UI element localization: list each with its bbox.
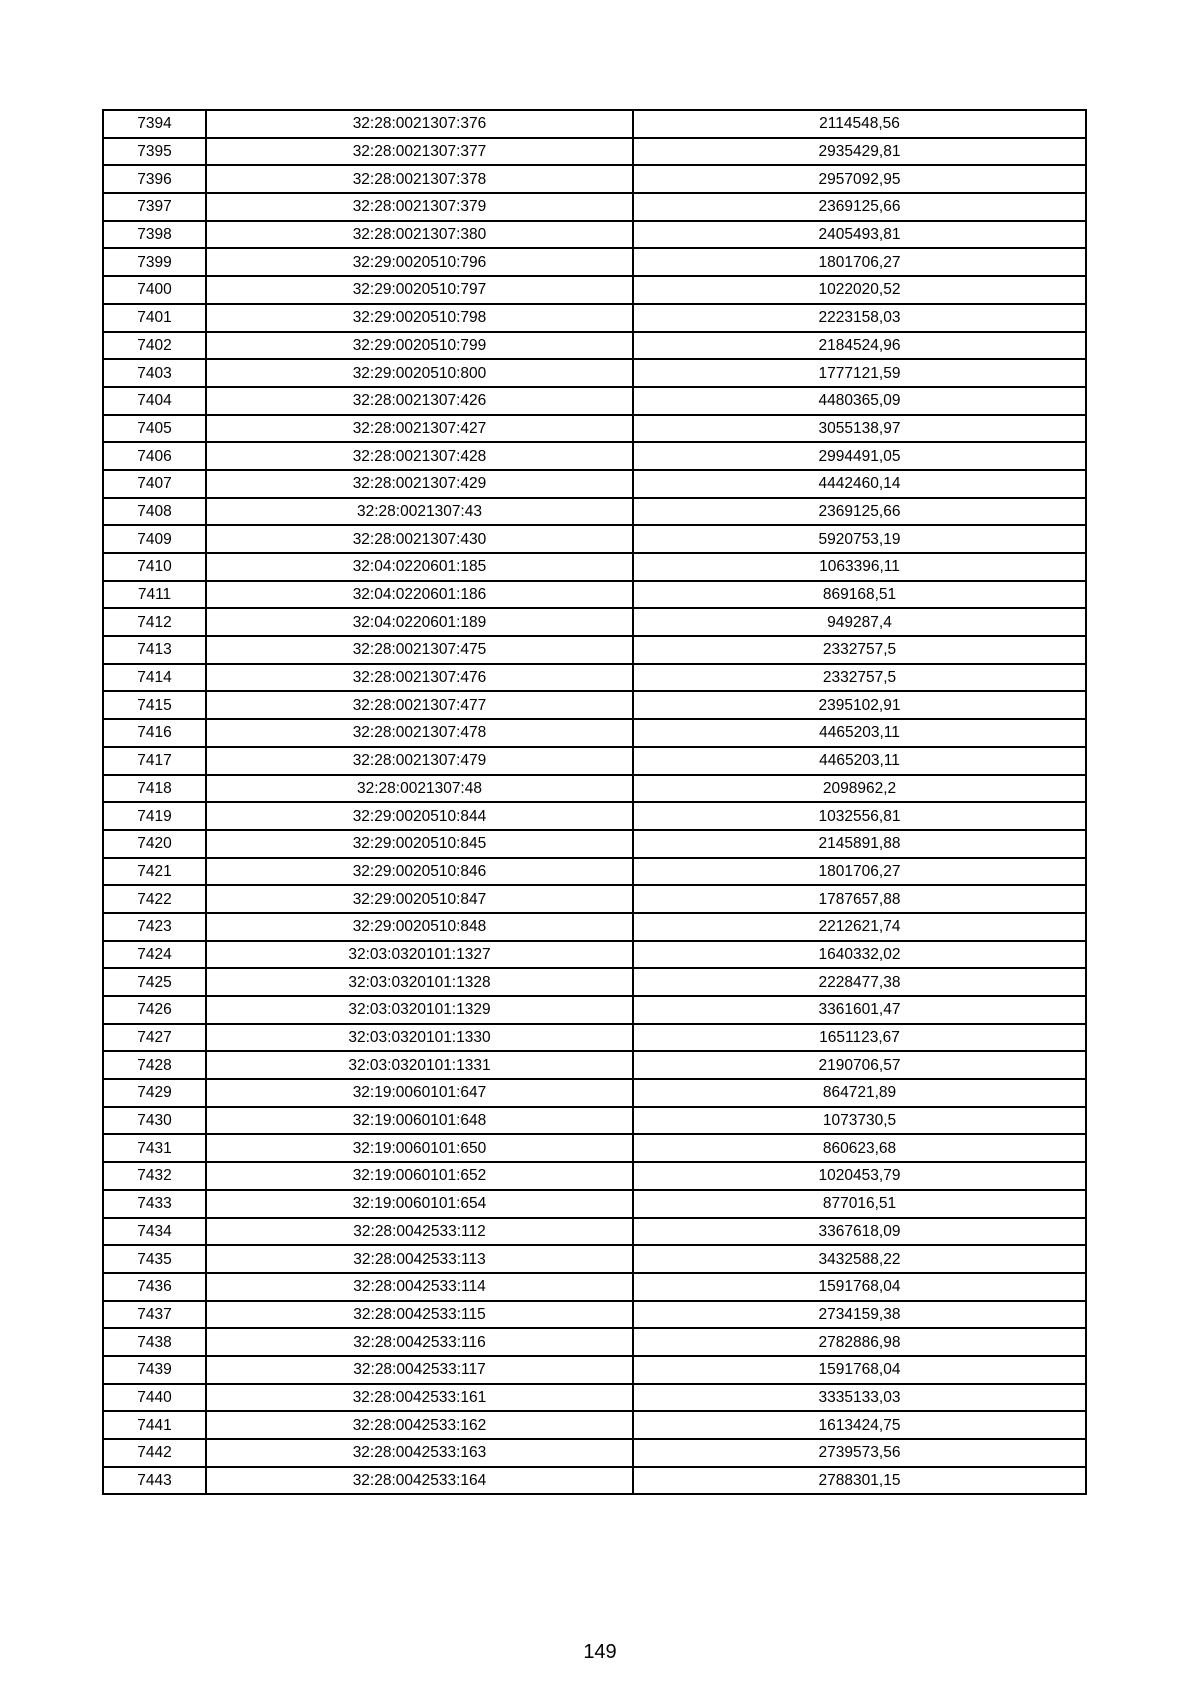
row-number-cell: 7398: [103, 221, 206, 249]
cadastral-number-cell: 32:04:0220601:185: [206, 553, 633, 581]
row-number-cell: 7443: [103, 1467, 206, 1495]
value-cell: 4465203,11: [633, 719, 1086, 747]
cadastral-number-cell: 32:19:0060101:648: [206, 1107, 633, 1135]
table-row: [103, 858, 1086, 886]
cadastral-number-cell: 32:28:0021307:378: [206, 165, 633, 193]
value-cell: 2212621,74: [633, 913, 1086, 941]
table-row: [103, 1467, 1086, 1495]
table-row: [103, 276, 1086, 304]
value-cell: 1777121,59: [633, 359, 1086, 387]
value-cell: 1787657,88: [633, 885, 1086, 913]
row-number-cell: 7409: [103, 525, 206, 553]
row-number-cell: 7436: [103, 1273, 206, 1301]
row-number-cell: 7399: [103, 248, 206, 276]
table-row: [103, 1218, 1086, 1246]
row-number-cell: 7425: [103, 968, 206, 996]
cadastral-number-cell: 32:28:0021307:429: [206, 470, 633, 498]
row-number-cell: 7413: [103, 636, 206, 664]
table-row: [103, 359, 1086, 387]
cadastral-number-cell: 32:19:0060101:647: [206, 1079, 633, 1107]
cadastral-number-cell: 32:29:0020510:847: [206, 885, 633, 913]
value-cell: 2782886,98: [633, 1328, 1086, 1356]
value-cell: 3432588,22: [633, 1245, 1086, 1273]
cadastral-number-cell: 32:28:0021307:48: [206, 775, 633, 803]
value-cell: 2145891,88: [633, 830, 1086, 858]
cadastral-number-cell: 32:28:0042533:161: [206, 1384, 633, 1412]
cadastral-number-cell: 32:19:0060101:654: [206, 1190, 633, 1218]
cadastral-number-cell: 32:04:0220601:189: [206, 608, 633, 636]
cadastral-number-cell: 32:28:0021307:377: [206, 138, 633, 166]
cadastral-number-cell: 32:28:0021307:477: [206, 691, 633, 719]
table-row: [103, 193, 1086, 221]
cadastral-number-cell: 32:19:0060101:650: [206, 1134, 633, 1162]
cadastral-value-table: [102, 109, 1087, 1495]
cadastral-number-cell: 32:29:0020510:848: [206, 913, 633, 941]
row-number-cell: 7438: [103, 1328, 206, 1356]
row-number-cell: 7400: [103, 276, 206, 304]
table-row: [103, 719, 1086, 747]
table-row: [103, 636, 1086, 664]
cadastral-number-cell: 32:28:0021307:479: [206, 747, 633, 775]
table-row: [103, 581, 1086, 609]
value-cell: 1022020,52: [633, 276, 1086, 304]
value-cell: 2405493,81: [633, 221, 1086, 249]
cadastral-number-cell: 32:03:0320101:1328: [206, 968, 633, 996]
cadastral-number-cell: 32:04:0220601:186: [206, 581, 633, 609]
value-cell: 3055138,97: [633, 415, 1086, 443]
row-number-cell: 7437: [103, 1301, 206, 1329]
cadastral-number-cell: 32:28:0042533:117: [206, 1356, 633, 1384]
table-row: [103, 996, 1086, 1024]
cadastral-number-cell: 32:29:0020510:797: [206, 276, 633, 304]
value-cell: 2788301,15: [633, 1467, 1086, 1495]
cadastral-number-cell: 32:28:0021307:380: [206, 221, 633, 249]
row-number-cell: 7442: [103, 1439, 206, 1467]
row-number-cell: 7435: [103, 1245, 206, 1273]
table-row: [103, 304, 1086, 332]
table-row: [103, 1273, 1086, 1301]
cadastral-number-cell: 32:03:0320101:1331: [206, 1051, 633, 1079]
cadastral-number-cell: 32:28:0021307:427: [206, 415, 633, 443]
cadastral-number-cell: 32:29:0020510:799: [206, 332, 633, 360]
table-row: [103, 775, 1086, 803]
value-cell: 1591768,04: [633, 1356, 1086, 1384]
cadastral-number-cell: 32:28:0042533:163: [206, 1439, 633, 1467]
row-number-cell: 7408: [103, 498, 206, 526]
value-cell: 877016,51: [633, 1190, 1086, 1218]
row-number-cell: 7394: [103, 110, 206, 138]
value-cell: 1651123,67: [633, 1024, 1086, 1052]
table-row: [103, 332, 1086, 360]
table-row: [103, 470, 1086, 498]
value-cell: 3361601,47: [633, 996, 1086, 1024]
row-number-cell: 7429: [103, 1079, 206, 1107]
row-number-cell: 7431: [103, 1134, 206, 1162]
table-row: [103, 1411, 1086, 1439]
value-cell: 2395102,91: [633, 691, 1086, 719]
value-cell: 2114548,56: [633, 110, 1086, 138]
row-number-cell: 7416: [103, 719, 206, 747]
cadastral-number-cell: 32:29:0020510:844: [206, 802, 633, 830]
table-row: [103, 1190, 1086, 1218]
row-number-cell: 7433: [103, 1190, 206, 1218]
row-number-cell: 7430: [103, 1107, 206, 1135]
cadastral-number-cell: 32:28:0042533:116: [206, 1328, 633, 1356]
row-number-cell: 7396: [103, 165, 206, 193]
table-row: [103, 138, 1086, 166]
row-number-cell: 7402: [103, 332, 206, 360]
value-cell: 1020453,79: [633, 1162, 1086, 1190]
table-row: [103, 498, 1086, 526]
row-number-cell: 7407: [103, 470, 206, 498]
value-cell: 4465203,11: [633, 747, 1086, 775]
cadastral-number-cell: 32:29:0020510:798: [206, 304, 633, 332]
value-cell: 2098962,2: [633, 775, 1086, 803]
row-number-cell: 7426: [103, 996, 206, 1024]
cadastral-number-cell: 32:28:0021307:376: [206, 110, 633, 138]
value-cell: 2184524,96: [633, 332, 1086, 360]
value-cell: 1063396,11: [633, 553, 1086, 581]
row-number-cell: 7434: [103, 1218, 206, 1246]
cadastral-number-cell: 32:28:0042533:113: [206, 1245, 633, 1273]
value-cell: 1073730,5: [633, 1107, 1086, 1135]
table-row: [103, 1107, 1086, 1135]
table-row: [103, 1245, 1086, 1273]
table-row: [103, 1051, 1086, 1079]
cadastral-number-cell: 32:28:0021307:476: [206, 664, 633, 692]
cadastral-number-cell: 32:28:0021307:475: [206, 636, 633, 664]
cadastral-number-cell: 32:28:0042533:112: [206, 1218, 633, 1246]
value-cell: 5920753,19: [633, 525, 1086, 553]
row-number-cell: 7422: [103, 885, 206, 913]
value-cell: 2332757,5: [633, 664, 1086, 692]
value-cell: 860623,68: [633, 1134, 1086, 1162]
row-number-cell: 7404: [103, 387, 206, 415]
value-cell: 949287,4: [633, 608, 1086, 636]
value-cell: 2369125,66: [633, 193, 1086, 221]
row-number-cell: 7420: [103, 830, 206, 858]
table-row: [103, 691, 1086, 719]
cadastral-number-cell: 32:28:0042533:162: [206, 1411, 633, 1439]
value-cell: 4480365,09: [633, 387, 1086, 415]
value-cell: 2223158,03: [633, 304, 1086, 332]
value-cell: 1591768,04: [633, 1273, 1086, 1301]
value-cell: 2190706,57: [633, 1051, 1086, 1079]
table-row: [103, 442, 1086, 470]
table-row: [103, 110, 1086, 138]
row-number-cell: 7418: [103, 775, 206, 803]
row-number-cell: 7411: [103, 581, 206, 609]
table-row: [103, 221, 1086, 249]
cadastral-number-cell: 32:29:0020510:800: [206, 359, 633, 387]
table-row: [103, 1134, 1086, 1162]
table-row: [103, 885, 1086, 913]
cadastral-number-cell: 32:28:0021307:478: [206, 719, 633, 747]
row-number-cell: 7410: [103, 553, 206, 581]
value-cell: 2228477,38: [633, 968, 1086, 996]
cadastral-number-cell: 32:28:0021307:428: [206, 442, 633, 470]
row-number-cell: 7395: [103, 138, 206, 166]
table-row: [103, 1162, 1086, 1190]
table-row: [103, 1328, 1086, 1356]
row-number-cell: 7415: [103, 691, 206, 719]
table-row: [103, 165, 1086, 193]
value-cell: 1032556,81: [633, 802, 1086, 830]
value-cell: 2739573,56: [633, 1439, 1086, 1467]
table-row: [103, 248, 1086, 276]
row-number-cell: 7432: [103, 1162, 206, 1190]
row-number-cell: 7414: [103, 664, 206, 692]
cadastral-number-cell: 32:03:0320101:1330: [206, 1024, 633, 1052]
row-number-cell: 7427: [103, 1024, 206, 1052]
cadastral-number-cell: 32:28:0021307:430: [206, 525, 633, 553]
table-row: [103, 1439, 1086, 1467]
value-cell: 3335133,03: [633, 1384, 1086, 1412]
value-cell: 4442460,14: [633, 470, 1086, 498]
cadastral-number-cell: 32:28:0042533:115: [206, 1301, 633, 1329]
cadastral-number-cell: 32:29:0020510:796: [206, 248, 633, 276]
table-row: [103, 1301, 1086, 1329]
value-cell: 1640332,02: [633, 941, 1086, 969]
table-row: [103, 387, 1086, 415]
value-cell: 2369125,66: [633, 498, 1086, 526]
row-number-cell: 7397: [103, 193, 206, 221]
value-cell: 2935429,81: [633, 138, 1086, 166]
table-row: [103, 1024, 1086, 1052]
table-row: [103, 913, 1086, 941]
page-number: 149: [583, 1641, 617, 1663]
value-cell: 2957092,95: [633, 165, 1086, 193]
value-cell: 2994491,05: [633, 442, 1086, 470]
row-number-cell: 7417: [103, 747, 206, 775]
cadastral-number-cell: 32:28:0042533:164: [206, 1467, 633, 1495]
table-row: [103, 941, 1086, 969]
row-number-cell: 7405: [103, 415, 206, 443]
row-number-cell: 7440: [103, 1384, 206, 1412]
row-number-cell: 7406: [103, 442, 206, 470]
table-row: [103, 1384, 1086, 1412]
table-row: [103, 968, 1086, 996]
table-row: [103, 608, 1086, 636]
row-number-cell: 7441: [103, 1411, 206, 1439]
row-number-cell: 7419: [103, 802, 206, 830]
table-row: [103, 830, 1086, 858]
table-row: [103, 415, 1086, 443]
table-row: [103, 553, 1086, 581]
table-row: [103, 664, 1086, 692]
cadastral-number-cell: 32:28:0042533:114: [206, 1273, 633, 1301]
cadastral-number-cell: 32:03:0320101:1327: [206, 941, 633, 969]
value-cell: 1613424,75: [633, 1411, 1086, 1439]
value-cell: 1801706,27: [633, 858, 1086, 886]
row-number-cell: 7424: [103, 941, 206, 969]
value-cell: 1801706,27: [633, 248, 1086, 276]
value-cell: 2734159,38: [633, 1301, 1086, 1329]
table-row: [103, 1356, 1086, 1384]
value-cell: 2332757,5: [633, 636, 1086, 664]
cadastral-number-cell: 32:03:0320101:1329: [206, 996, 633, 1024]
value-cell: 3367618,09: [633, 1218, 1086, 1246]
value-cell: 864721,89: [633, 1079, 1086, 1107]
table-row: [103, 1079, 1086, 1107]
table-row: [103, 747, 1086, 775]
cadastral-number-cell: 32:28:0021307:43: [206, 498, 633, 526]
row-number-cell: 7428: [103, 1051, 206, 1079]
cadastral-number-cell: 32:29:0020510:846: [206, 858, 633, 886]
value-cell: 869168,51: [633, 581, 1086, 609]
row-number-cell: 7412: [103, 608, 206, 636]
table-body: [103, 110, 1086, 1494]
cadastral-number-cell: 32:28:0021307:379: [206, 193, 633, 221]
row-number-cell: 7403: [103, 359, 206, 387]
cadastral-number-cell: 32:28:0021307:426: [206, 387, 633, 415]
row-number-cell: 7439: [103, 1356, 206, 1384]
row-number-cell: 7421: [103, 858, 206, 886]
cadastral-number-cell: 32:29:0020510:845: [206, 830, 633, 858]
row-number-cell: 7401: [103, 304, 206, 332]
cadastral-number-cell: 32:19:0060101:652: [206, 1162, 633, 1190]
table-row: [103, 802, 1086, 830]
row-number-cell: 7423: [103, 913, 206, 941]
table-row: [103, 525, 1086, 553]
